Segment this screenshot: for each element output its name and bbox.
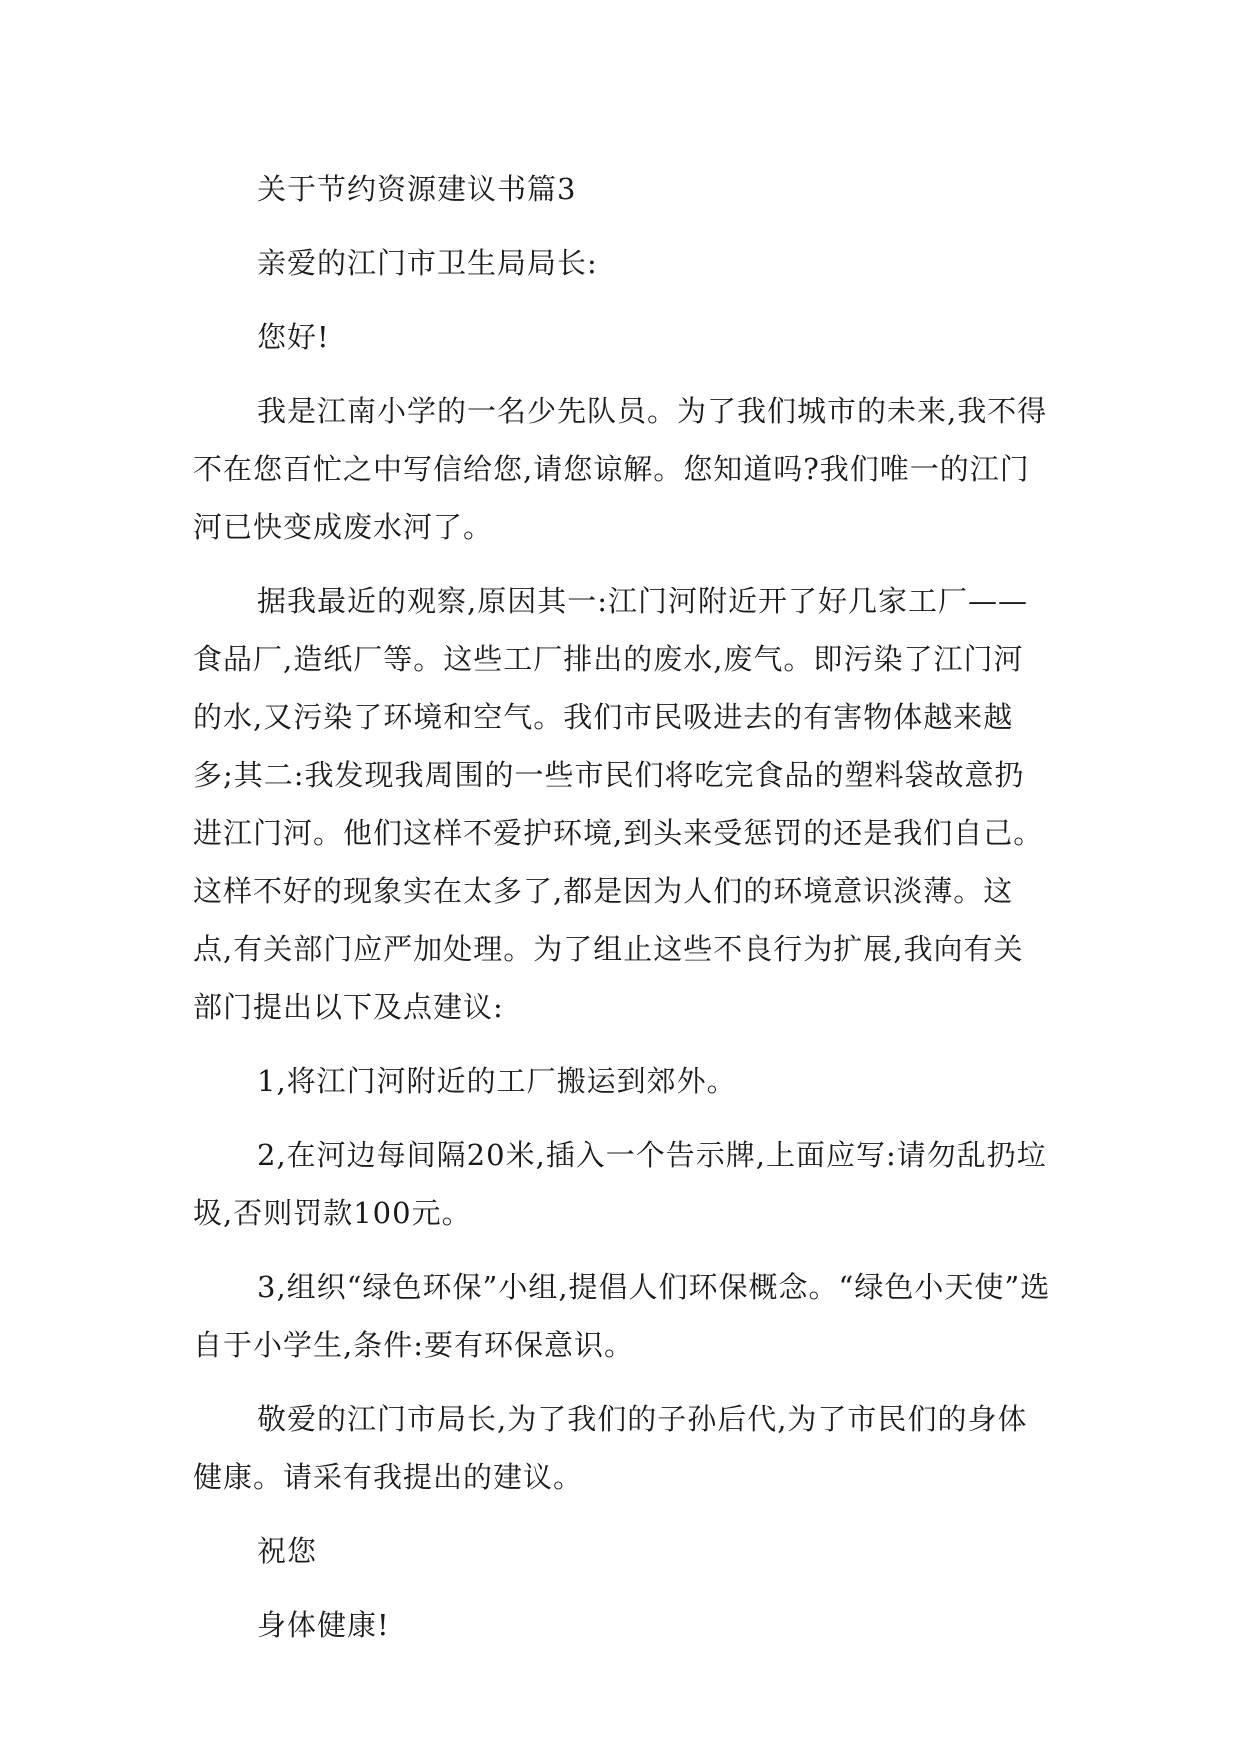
- paragraph-intro: 我是江南小学的一名少先队员。为了我们城市的未来,我不得不在您百忙之中写信给您,请您谅解。您知道吗?我们唯一的江门河已快变成废水河了。: [193, 394, 1048, 544]
- salutation: 亲爱的江门市卫生局局长:: [257, 246, 598, 280]
- document-title: 关于节约资源建议书篇3: [257, 172, 577, 206]
- closing-wish: 身体健康!: [257, 1608, 390, 1642]
- suggestion-3: 3,组织“绿色环保”小组,提倡人们环保概念。“绿色小天使”选自于小学生,条件:要有环保意识。: [193, 1270, 1051, 1362]
- suggestion-1: 1,将江门河附近的工厂搬运到郊外。: [257, 1064, 737, 1098]
- suggestion-2: 2,在河边每间隔20米,插入一个告示牌,上面应写:请勿乱扔垃圾,否则罚款100元。: [193, 1138, 1047, 1230]
- closing: 祝您: [257, 1534, 318, 1568]
- letter-body: [193, 160, 1053, 1654]
- paragraph-observation: 据我最近的观察,原因其一:江门河附近开了好几家工厂——食品厂,造纸厂等。这些工厂排出的废水,废气。即污染了江门河的水,又污染了环境和空气。我们市民吸进去的有害物体越来越多;其二:我发现我周围的一些市民们将吃完食品的塑料袋故意扔进江门河。他们这样不爱护环境,到头来受惩罚的还是我们自己。这样不好的现象实在太多了,都是因为人们的环境意识淡薄。这点,有关部门应严加处理。为了组止这些不良行为扩展,我向有关部门提出以下及点建议:: [193, 584, 1044, 1024]
- greeting: 您好!: [257, 320, 330, 354]
- paragraph-appeal: 敬爱的江门市局长,为了我们的子孙后代,为了市民们的身体健康。请采有我提出的建议。: [193, 1402, 1028, 1494]
